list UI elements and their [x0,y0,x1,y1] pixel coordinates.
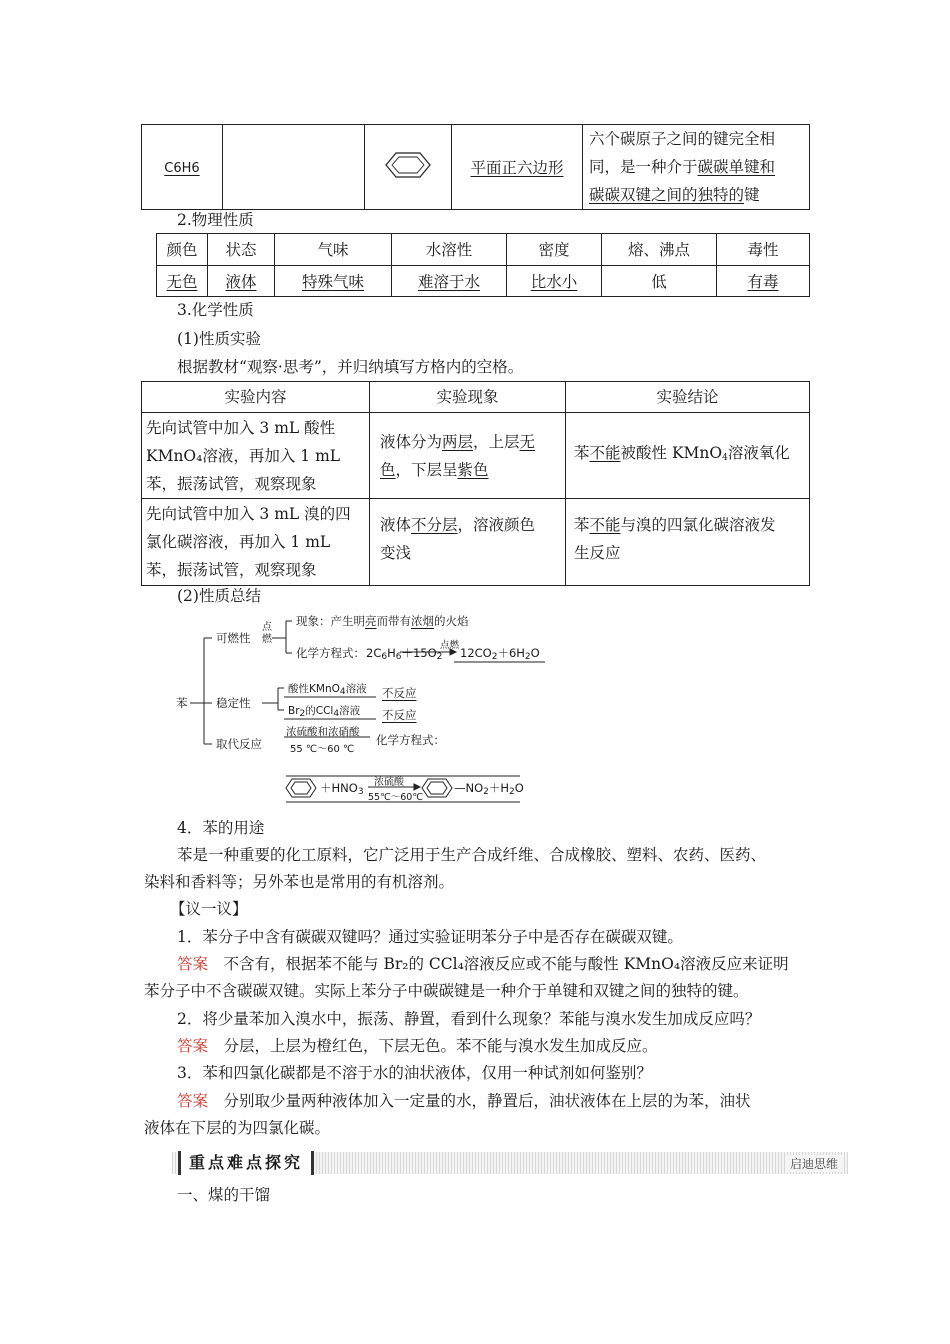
bond-line-2: 同，是一种介于碳碳单键和 [589,158,776,176]
phys-value: 无色 [157,265,208,297]
experiment-header: 实验结论 [566,382,810,413]
molecule-shape: 平面正六边形 [470,159,564,177]
chem-sub1: (1)性质实验 [177,330,261,348]
diagram-ignite: 点燃 [262,622,272,645]
section-title: 重点难点探究 [178,1151,314,1175]
phys-header: 毒性 [717,234,810,266]
diagram-br2: Br2的CCl4溶液 [288,705,361,719]
answer-3-line-2: 液体在下层的为四氯化碳。 [144,1119,331,1137]
diagram-eq-label-2: 化学方程式： [376,733,445,747]
formula: C6H6 [164,161,200,176]
bond-line-1: 六个碳原子之间的键完全相 [589,130,776,148]
shape-cell [452,125,583,210]
experiment-conclusion: 苯不能被酸性 KMnO$_4$溶液氧化 [566,413,810,499]
diagram-combustion-products: $12CO_2+6H_2O$ [460,646,540,662]
diagram-temp: 55 ℃～60 ℃ [290,744,355,755]
discuss-block [0,924,950,1144]
experiment-conclusion: 苯不能与溴的四氯化碳溶液发 生反应 [566,499,810,586]
phys-header-row [157,234,810,266]
property-diagram [170,606,570,806]
experiment-content: 先向试管中加入 3 mL 酸性 KMnO₄溶液，再加入 1 mL 苯，振荡试管，观察现象 [142,413,370,499]
question-1: 1．苯分子中含有碳碳双键吗？通过实验证明苯分子中是否存在碳碳双键。 [177,928,683,946]
experiment-phenomenon: 液体不分层，溶液颜色 变浅 [370,499,566,586]
benzene-ring-icon [384,151,432,179]
diagram-no-reaction-1: 不反应 [382,686,417,700]
section-tag: 启迪思维 [786,1155,842,1172]
phys-header: 水溶性 [392,234,507,266]
diagram-ignite-2: 点燃 [440,640,460,651]
experiment-header-row [142,382,810,413]
discuss-heading: 【议一议】 [170,900,248,918]
diagram-combustible: 可燃性 [216,631,251,645]
chem-sub2: (2)性质总结 [177,587,261,605]
bond-cell [583,125,810,210]
question-3: 3．苯和四氯化碳都是不溶于水的油状液体，仅用一种试剂如何鉴别？ [177,1064,652,1082]
experiment-content: 先向试管中加入 3 mL 溴的四 氯化碳溶液，再加入 1 mL 苯，振荡试管，观察现象 [142,499,370,586]
section-subheading: 一、煤的干馏 [177,1186,271,1204]
phys-header: 颜色 [157,234,208,266]
phys-value: 液体 [208,265,275,297]
answer-2: 答案 分层，上层为橙红色，下层无色。苯不能与溴水发生加成反应。 [177,1037,658,1055]
phys-header: 密度 [507,234,602,266]
diagram-reagents: 浓硫酸和浓硝酸 [286,726,360,738]
diagram-nitration-right: $—NO_2+H_2O$ [454,781,524,797]
experiment-row [142,499,810,586]
experiment-table [141,381,810,586]
bond-line-3: 碳碳双键之间的独特的键 [589,186,760,204]
answer-3-line-1: 答案 分别取少量两种液体加入一定量的水，静置后，油状液体在上层的为苯，油状 [177,1092,751,1110]
experiment-header: 实验内容 [142,382,370,413]
benzene-ring-cell [365,125,452,210]
experiment-header: 实验现象 [370,382,566,413]
phys-heading: 2.物理性质 [177,211,254,229]
answer-1-line-1: 答案 不含有，根据苯不能与 Br₂的 CCl₄溶液反应或不能与酸性 KMnO₄溶液反应来证明 [177,955,789,973]
diagram-substitution: 取代反应 [216,737,262,751]
phys-header: 状态 [208,234,275,266]
phys-header: 熔、沸点 [602,234,717,266]
phys-value: 难溶于水 [392,265,507,297]
phys-table [156,233,810,297]
experiment-row [142,413,810,499]
structure-table [141,124,810,210]
phys-value: 有毒 [717,265,810,297]
diagram-nitration-left: $+HNO_3$ [320,781,364,797]
experiment-phenomenon: 液体分为两层，上层无 色，下层呈紫色 [370,413,566,499]
diagram-stability: 稳定性 [216,696,251,710]
chem-heading: 3.化学性质 [177,301,254,319]
diagram-equation-label: 化学方程式： [296,646,365,660]
phys-value: 低 [602,265,717,297]
diagram-phenomenon: 现象：产生明亮而带有浓烟的火焰 [296,614,469,628]
question-2: 2．将少量苯加入溴水中，振荡、静置，看到什么现象？苯能与溴水发生加成反应吗？ [177,1010,761,1028]
phys-header: 气味 [275,234,392,266]
diagram-kmno4: 酸性KMnO4溶液 [288,683,367,697]
phys-value-row [157,265,810,297]
empty-cell [223,125,365,210]
uses-paragraph: 苯是一种重要的化工原料，它广泛用于生产合成纤维、合成橡胶、塑料、农药、医药、 染料和香料等；另外苯也是常用的有机溶剂。 [144,846,767,891]
formula-cell [142,125,223,210]
answer-1-line-2: 苯分子中不含碳碳双键。实际上苯分子中碳碳键是一种介于单键和双键之间的独特的键。 [144,982,749,1000]
phys-value: 特殊气味 [275,265,392,297]
chem-intro: 根据教材“观察·思考”，并归纳填写方格内的空格。 [177,358,524,376]
diagram-catalyst: 浓硫酸 [374,777,404,788]
diagram-root: 苯 [176,696,188,710]
diagram-combustion-eq: $2C_6H_6+15O_2$ [366,646,443,662]
uses-heading: 4．苯的用途 [177,819,265,837]
diagram-no-reaction-2: 不反应 [382,708,417,722]
diagram-temp-2: 55℃～60℃ [368,792,424,803]
phys-value: 比水小 [507,265,602,297]
